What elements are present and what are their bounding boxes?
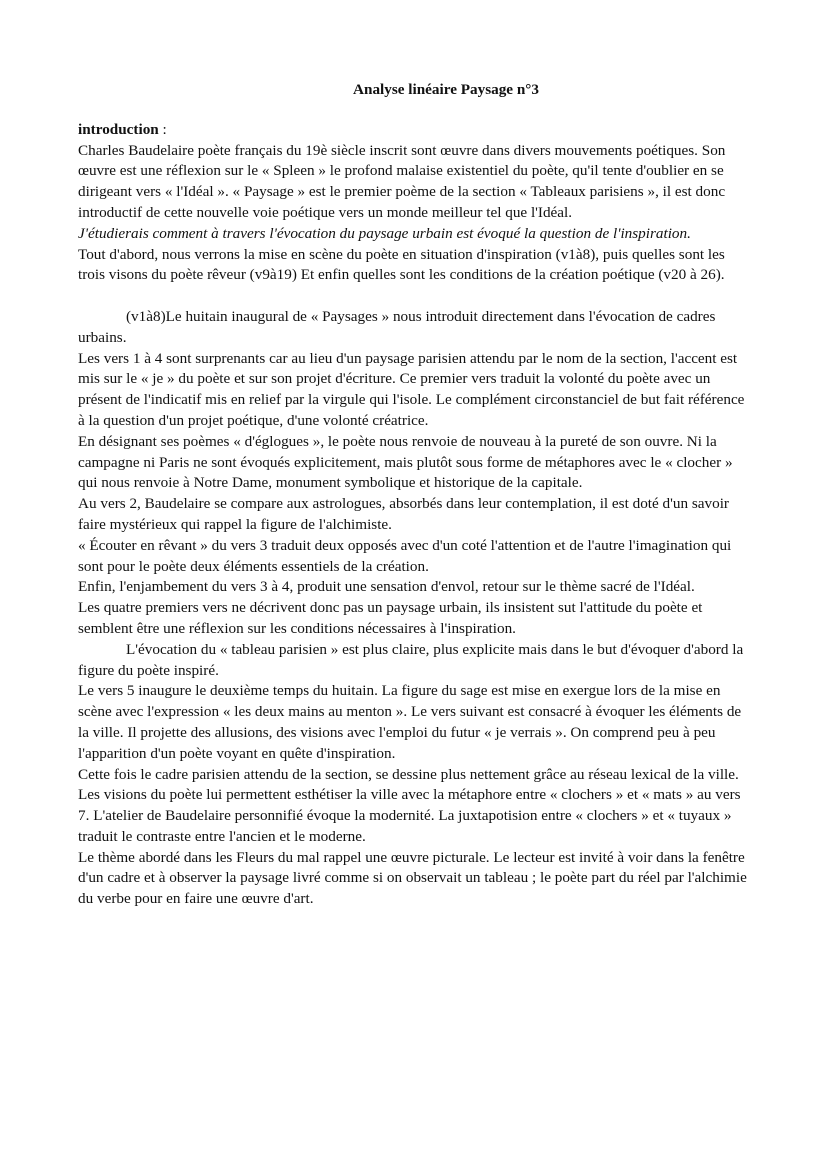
- body-paragraph: Le vers 5 inaugure le deuxième temps du huitain. La figure du sage est mise en exergue lors de la mise en scène avec l'expression « les deux mains au menton ». Le vers suivant est consacré à évoquer les éléments de la ville. Il projette des allusions, des visions avec l'emploi du futur « je verrais ». On comprend peu à peu l'apparition d'un poète voyant en quête d'inspiration.: [78, 682, 742, 762]
- problematique: J'étudierais comment à travers l'évocation du paysage urbain est évoqué la question de l'inspiration.: [78, 224, 691, 242]
- body-paragraph: Le thème abordé dans les Fleurs du mal rappel une œuvre picturale. Le lecteur est invité à voir dans la fenêtre d'un cadre et à observer la paysage livré comme si on observait un tableau ; le poète part du réel par l'alchimie du verbe pour en faire une œuvre d'art.: [78, 848, 747, 908]
- document-title-text: Analyse linéaire Paysage n°3: [353, 81, 539, 98]
- intro-heading-label: introduction: [78, 120, 159, 138]
- intro-heading-colon: :: [158, 120, 167, 138]
- body-paragraph: Enfin, l'enjambement du vers 3 à 4, produit une sensation d'envol, retour sur le thème sacré de l'Idéal.: [78, 578, 695, 596]
- body-paragraph: En désignant ses poèmes « d'églogues », le poète nous renvoie de nouveau à la pureté de son ouvre. Ni la campagne ni Paris ne sont évoqués explicitement, mais plutôt sous forme de métaphores avec le « clocher » qui nous renvoie à Notre Dame, monument symbolique et historique de la capitale.: [78, 432, 733, 492]
- body-paragraph: Cette fois le cadre parisien attendu de la section, se dessine plus nettement grâce au réseau lexical de la ville.: [78, 765, 739, 783]
- body-paragraph: Au vers 2, Baudelaire se compare aux astrologues, absorbés dans leur contemplation, il est doté d'un savoir faire mystérieux qui rappel la figure de l'alchimiste.: [78, 495, 729, 533]
- intro-paragraph: Charles Baudelaire poète français du 19è siècle inscrit sont œuvre dans divers mouvements poétiques. Son œuvre est une réflexion sur le « Spleen » le profond malaise existentiel du poète, qu'il tente d'oublier en se dirigeant vers « l'Idéal ». « Paysage » est le premier poème de la section « Tableaux parisiens », il est donc introductif de cette nouvelle voie poétique vers un monde meilleur tel que l'Idéal.: [78, 141, 726, 221]
- body-paragraph: (v1à8)Le huitain inaugural de « Paysages » nous introduit directement dans l'évocation de cadres urbains.: [78, 307, 716, 346]
- intro-heading: [78, 120, 754, 141]
- body-paragraph: Les vers 1 à 4 sont surprenants car au lieu d'un paysage parisien attendu par le nom de la section, l'accent est mis sur le « je » du poète et sur son projet d'écriture. Ce premier vers traduit la volonté du poète avec un présent de l'indicatif mis en relief par la virgule qui l'isole. Le complément circonstanciel de but fait référence à la question d'un projet poétique, d'une volonté créatrice.: [78, 349, 745, 429]
- body-paragraph: Les quatre premiers vers ne décrivent donc pas un paysage urbain, ils insistent sut l'attitude du poète et semblent être une réflexion sur les conditions nécessaires à l'inspiration.: [78, 599, 703, 637]
- document-title: [78, 80, 754, 101]
- paragraph-spacer: [78, 286, 754, 307]
- body-paragraph: « Écouter en rêvant » du vers 3 traduit deux opposés avec d'un coté l'attention et de l'autre l'imagination qui sont pour le poète deux éléments essentiels de la création.: [78, 536, 732, 575]
- body-paragraph: L'évocation du « tableau parisien » est plus claire, plus explicite mais dans le but d'évoquer d'abord la figure du poète inspiré.: [78, 640, 744, 679]
- plan-paragraph: Tout d'abord, nous verrons la mise en scène du poète en situation d'inspiration (v1à8), puis quelles sont les trois visons du poète rêveur (v9à19) Et enfin quelles sont les conditions de la création poétique (v20 à 26).: [78, 245, 725, 284]
- document-page: [78, 80, 754, 910]
- body-paragraph: Les visions du poète lui permettent esthétiser la ville avec la métaphore entre « clochers » et « mats » au vers 7. L'atelier de Baudelaire personnifié évoque la modernité. La juxtapotision entre « clochers » et « tuyaux » traduit le contraste entre l'ancien et le moderne.: [78, 786, 741, 845]
